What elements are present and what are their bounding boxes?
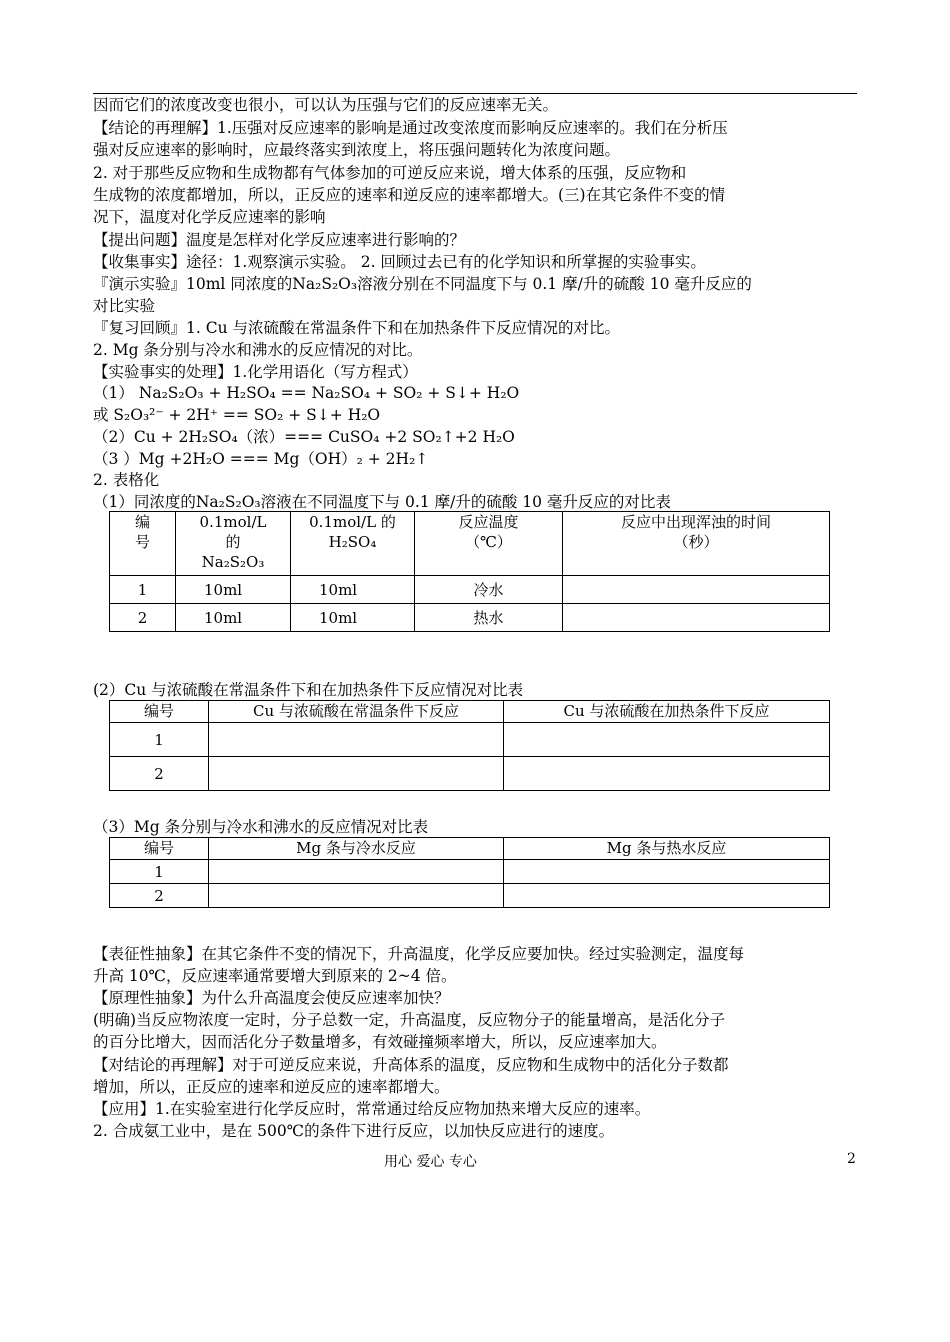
table-cell xyxy=(504,757,830,791)
table-cell xyxy=(563,576,830,604)
text-line: 的百分比增大，因而活化分子数量增多，有效碰撞频率增大，所以，反应速率加大。 xyxy=(93,1033,667,1051)
table-cell: 10ml xyxy=(176,604,291,632)
text-line: 对比实验 xyxy=(93,297,156,315)
table-cell xyxy=(209,723,504,757)
text-line: 因而它们的浓度改变也很小，可以认为压强与它们的反应速率无关。 xyxy=(93,96,559,114)
text-line: 【收集事实】途径：1.观察演示实验。 2. 回顾过去已有的化学知识和所掌握的实验事实。 xyxy=(93,253,706,271)
header-cell: 编号 xyxy=(110,838,209,860)
table2-caption: (2）Cu 与浓硫酸在常温条件下和在加热条件下反应情况对比表 xyxy=(93,681,524,699)
text-line: （3 ）Mg +2H₂O === Mg（OH）₂ + 2H₂↑ xyxy=(93,450,429,468)
text-line: （1） Na₂S₂O₃ + H₂SO₄ == Na₂SO₄ + SO₂ + S↓+ H₂O xyxy=(93,384,520,402)
table-header-row xyxy=(110,838,830,860)
table-cell xyxy=(504,723,830,757)
text-line: 【实验事实的处理】1.化学用语化（写方程式） xyxy=(93,363,418,381)
header-cell: Cu 与浓硫酸在加热条件下反应 xyxy=(504,701,830,723)
text-line: 强对反应速率的影响时，应最终落实到浓度上，将压强问题转化为浓度问题。 xyxy=(93,141,621,159)
table-row xyxy=(110,723,830,757)
text-line: (明确)当反应物浓度一定时，分子总数一定，升高温度，反应物分子的能量增高，是活化分子 xyxy=(93,1011,726,1029)
table-cu-comparison xyxy=(109,700,830,791)
text-line: 或 S₂O₃²⁻ + 2H⁺ == SO₂ + S↓+ H₂O xyxy=(93,406,381,424)
table-cell: 冷水 xyxy=(415,576,563,604)
text-line: 【表征性抽象】在其它条件不变的情况下，升高温度，化学反应要加快。经过实验测定，温度每 xyxy=(93,945,745,963)
header-cell: Mg 条与热水反应 xyxy=(504,838,830,860)
table-cell: 热水 xyxy=(415,604,563,632)
header-cell: 编 号 xyxy=(110,512,176,576)
header-cell: 0.1mol/L 的 Na₂S₂O₃ xyxy=(176,512,291,576)
text-line: 【原理性抽象】为什么升高温度会使反应速率加快？ xyxy=(93,989,450,1007)
table-cell: 1 xyxy=(110,576,176,604)
table-row xyxy=(110,757,830,791)
table-cell: 10ml xyxy=(176,576,291,604)
table-cell xyxy=(209,757,504,791)
header-rule xyxy=(93,93,857,94)
table-cell xyxy=(209,884,504,908)
text-line: （1）同浓度的Na₂S₂O₃溶液在不同温度下与 0.1 摩/升的硫酸 10 毫升反应的对比表 xyxy=(93,493,671,511)
text-line: 2. Mg 条分别与冷水和沸水的反应情况的对比。 xyxy=(93,341,423,359)
text-line: 【对结论的再理解】对于可逆反应来说，升高体系的温度，反应物和生成物中的活化分子数都 xyxy=(93,1056,729,1074)
text-line: 『复习回顾』1. Cu 与浓硫酸在常温条件下和在加热条件下反应情况的对比。 xyxy=(93,319,620,337)
table-row xyxy=(110,576,830,604)
table-cell xyxy=(209,860,504,884)
table-cell xyxy=(504,884,830,908)
table-cell xyxy=(504,860,830,884)
text-line: 【结论的再理解】1.压强对反应速率的影响是通过改变浓度而影响反应速率的。我们在分析压 xyxy=(93,119,728,137)
table-na2s2o3-comparison xyxy=(109,511,830,632)
header-cell: 反应中出现浑浊的时间 （秒） xyxy=(563,512,830,576)
text-line: 『演示实验』10ml 同浓度的Na₂S₂O₃溶液分别在不同温度下与 0.1 摩/升的硫酸 10 毫升反应的 xyxy=(93,275,752,293)
table3-caption: （3）Mg 条分别与冷水和沸水的反应情况对比表 xyxy=(93,818,429,836)
text-line: 生成物的浓度都增加，所以，正反应的速率和逆反应的速率都增大。(三)在其它条件不变的情 xyxy=(93,186,726,204)
text-line: 2. 对于那些反应物和生成物都有气体参加的可逆反应来说，增大体系的压强，反应物和 xyxy=(93,164,687,182)
header-cell: Mg 条与冷水反应 xyxy=(209,838,504,860)
table-row xyxy=(110,884,830,908)
table-cell: 1 xyxy=(110,860,209,884)
table-cell: 10ml xyxy=(291,604,415,632)
table-header-row xyxy=(110,701,830,723)
table-row xyxy=(110,860,830,884)
header-cell: 0.1mol/L 的 H₂SO₄ xyxy=(291,512,415,576)
table-mg-comparison xyxy=(109,837,830,908)
text-line: 【应用】1.在实验室进行化学反应时，常常通过给反应物加热来增大反应的速率。 xyxy=(93,1100,651,1118)
table-row xyxy=(110,604,830,632)
header-cell: Cu 与浓硫酸在常温条件下反应 xyxy=(209,701,504,723)
page-number: 2 xyxy=(847,1151,856,1167)
table-header-row xyxy=(110,512,830,576)
text-line: 增加，所以，正反应的速率和逆反应的速率都增大。 xyxy=(93,1078,450,1096)
header-cell: 编号 xyxy=(110,701,209,723)
text-line: （2）Cu + 2H₂SO₄（浓）=== CuSO₄ +2 SO₂↑+2 H₂O xyxy=(93,428,515,446)
table-cell: 2 xyxy=(110,884,209,908)
text-line: 况下，温度对化学反应速率的影响 xyxy=(93,208,326,226)
text-line: 【提出问题】温度是怎样对化学反应速率进行影响的？ xyxy=(93,231,466,249)
text-line: 2. 表格化 xyxy=(93,471,160,489)
text-line: 升高 10℃，反应速率通常要增大到原来的 2~4 倍。 xyxy=(93,967,457,985)
footer-motto: 用心 爱心 专心 xyxy=(384,1154,477,1170)
table-cell: 2 xyxy=(110,757,209,791)
table-cell: 2 xyxy=(110,604,176,632)
table-cell xyxy=(563,604,830,632)
table-cell: 1 xyxy=(110,723,209,757)
header-cell: 反应温度 （℃） xyxy=(415,512,563,576)
text-line: 2. 合成氨工业中，是在 500℃的条件下进行反应，以加快反应进行的速度。 xyxy=(93,1122,615,1140)
table-cell: 10ml xyxy=(291,576,415,604)
